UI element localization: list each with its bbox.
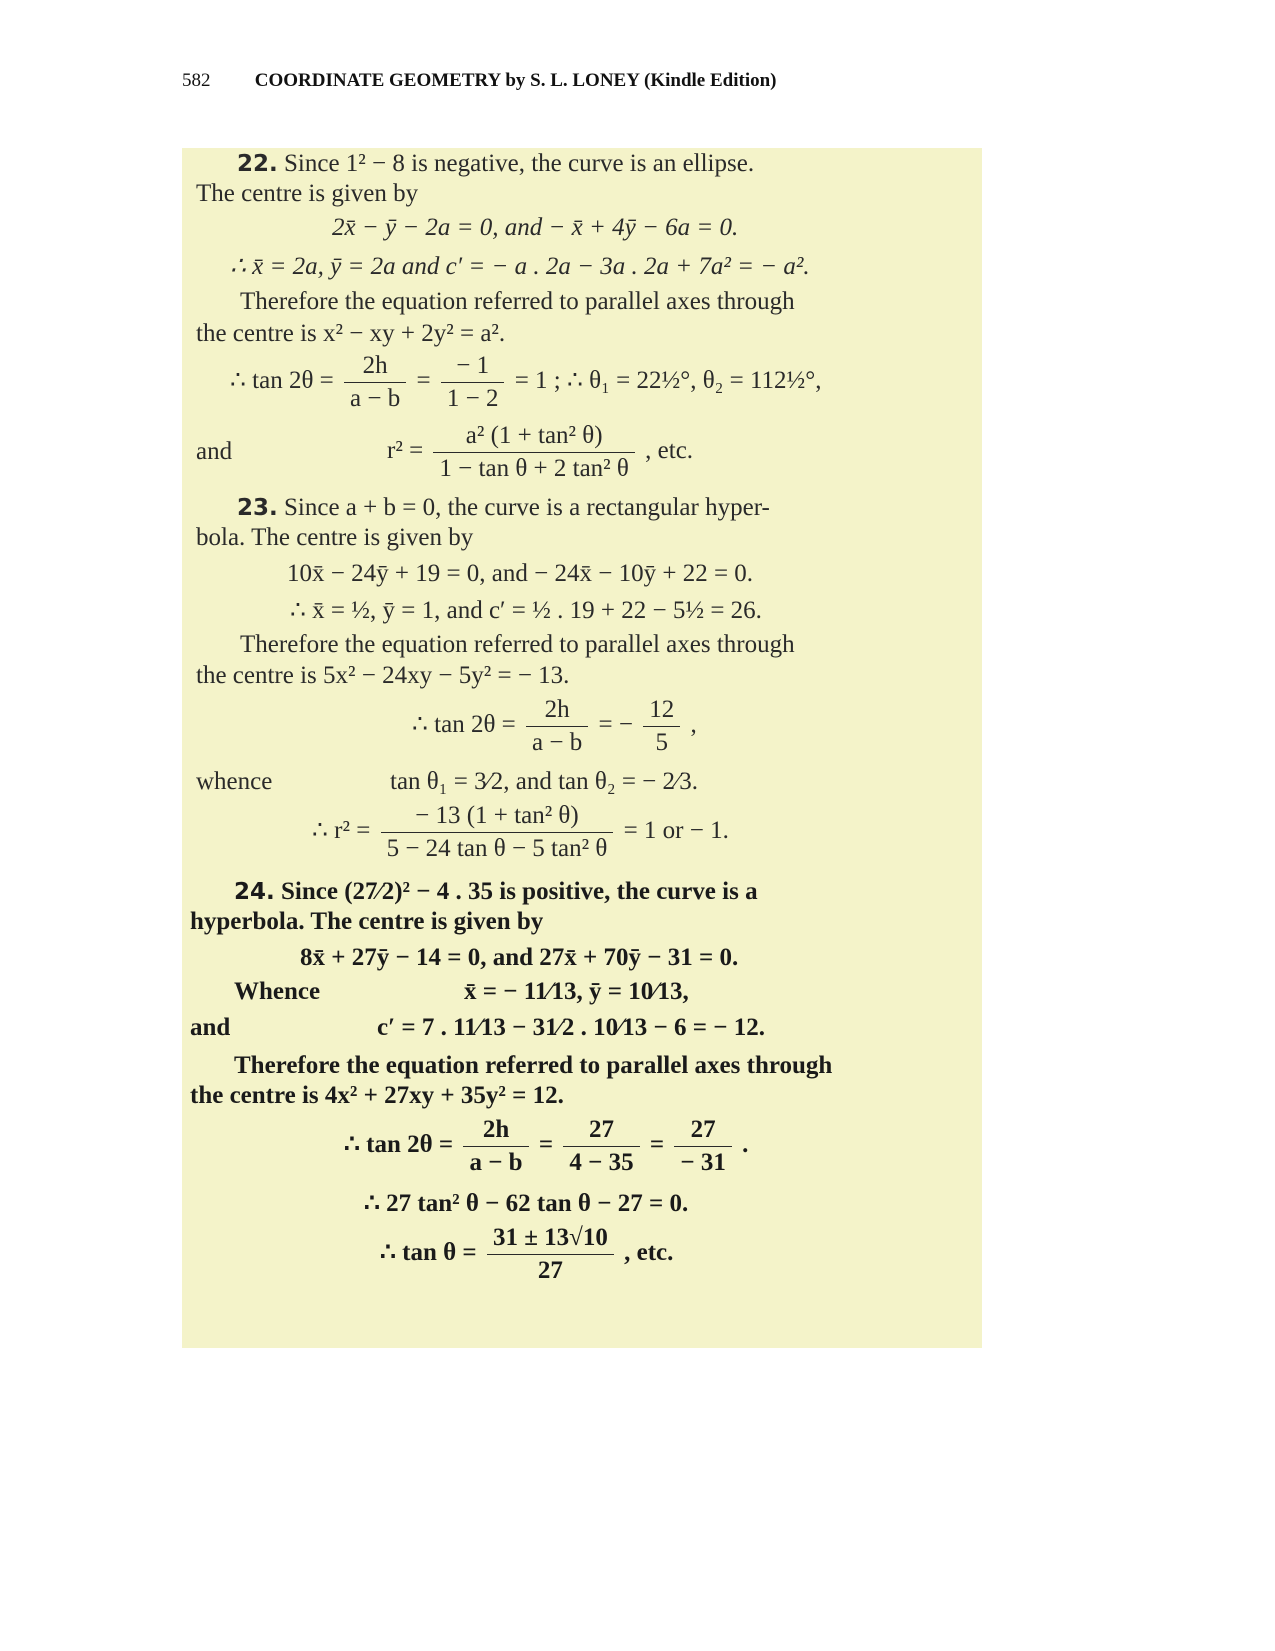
- denominator: 27: [537, 1257, 563, 1284]
- problem-24-line-6: the centre is 4x² + 27xy + 35y² = 12.: [190, 1082, 564, 1109]
- text: =: [416, 367, 431, 395]
- fraction: [441, 350, 505, 415]
- problem-24-and: and: [190, 1014, 231, 1041]
- numerator: 27: [674, 1114, 732, 1147]
- fraction: [563, 1114, 639, 1179]
- text: =: [649, 1131, 665, 1159]
- text: , etc.: [624, 1239, 674, 1267]
- page-header: [182, 70, 777, 92]
- problem-22-line-2: The centre is given by: [196, 180, 419, 207]
- numerator: 31 ± 13√10: [487, 1222, 614, 1255]
- problem-number: 22.: [237, 151, 278, 177]
- problem-23-line-5: Therefore the equation referred to parallel axes through: [240, 631, 795, 658]
- problem-24-whence-eq: x̄ = − 11⁄13, ȳ = 10⁄13,: [464, 978, 689, 1005]
- problem-24-tan-theta: [380, 1222, 673, 1287]
- text: .: [742, 1131, 749, 1159]
- text: ,: [690, 711, 697, 739]
- text: Since (27⁄2)² − 4 . 35 is positive, the curve is a: [281, 878, 758, 905]
- problem-24-and-eq: c′ = 7 . 11⁄13 − 31⁄2 . 10⁄13 − 6 = − 12.: [377, 1014, 766, 1041]
- problem-23-line-1: [237, 494, 770, 522]
- problem-23-line-6: the centre is 5x² − 24xy − 5y² = − 13.: [196, 662, 570, 689]
- problem-22-and: and: [196, 438, 233, 465]
- problem-22-r-eq: [387, 420, 693, 485]
- problem-number: 24.: [234, 879, 275, 905]
- denominator: a − b: [469, 1149, 523, 1176]
- text: = 1 ; ∴ θ₁ = 22½°, θ₂ = 112½°,: [514, 367, 822, 395]
- problem-24-line-5: Therefore the equation referred to parallel axes through: [234, 1052, 833, 1079]
- denominator: − 31: [680, 1149, 726, 1176]
- fraction: [674, 1114, 732, 1179]
- numerator: 2h: [463, 1114, 528, 1147]
- text: = −: [598, 711, 633, 739]
- fraction: [643, 694, 680, 759]
- fraction: [526, 694, 588, 759]
- problem-23-eq-result: ∴ x̄ = ½, ȳ = 1, and c′ = ½ . 19 + 22 − 5½ = 26.: [290, 597, 762, 624]
- denominator: 1 − tan θ + 2 tan² θ: [439, 455, 629, 482]
- problem-24-whence: Whence: [234, 978, 321, 1005]
- problem-24-tan-eq: [344, 1114, 748, 1179]
- page-number: 582: [182, 70, 211, 91]
- numerator: 12: [643, 694, 680, 727]
- denominator: 5: [655, 729, 668, 756]
- text: r² =: [387, 437, 424, 465]
- text: ∴ r² =: [312, 817, 371, 845]
- numerator: a² (1 + tan² θ): [433, 420, 634, 453]
- problem-23-r-eq: [312, 800, 729, 865]
- numerator: 2h: [526, 694, 588, 727]
- problem-24-eq-centre: 8x̄ + 27ȳ − 14 = 0, and 27x̄ + 70ȳ − 31 = 0.: [300, 944, 739, 971]
- problem-22-tan-eq: [230, 350, 822, 415]
- numerator: 27: [563, 1114, 639, 1147]
- fraction: [487, 1222, 614, 1287]
- text: Since 1² − 8 is negative, the curve is an ellipse.: [284, 150, 755, 177]
- fraction: [344, 350, 406, 415]
- denominator: 5 − 24 tan θ − 5 tan² θ: [386, 835, 608, 862]
- numerator: 2h: [344, 350, 406, 383]
- denominator: a − b: [350, 385, 401, 412]
- fraction: [433, 420, 634, 485]
- denominator: a − b: [532, 729, 583, 756]
- scanned-page: [182, 148, 982, 1348]
- problem-number: 23.: [237, 495, 278, 521]
- problem-22-eq-centre: 2x̄ − ȳ − 2a = 0, and − x̄ + 4ȳ − 6a = 0.: [332, 214, 739, 241]
- problem-24-line-1: [234, 878, 758, 906]
- text: ∴ tan 2θ =: [344, 1131, 454, 1159]
- problem-23-whence: whence: [196, 768, 273, 795]
- text: ∴ tan 2θ =: [230, 367, 334, 395]
- problem-23-tan-eq: [412, 694, 697, 759]
- problem-23-eq-centre: 10x̄ − 24ȳ + 19 = 0, and − 24x̄ − 10ȳ + 22 = 0.: [287, 560, 754, 587]
- problem-22-eq-result: ∴ x̄ = 2a, ȳ = 2a and c′ = − a . 2a − 3a . 2a + 7a² = − a².: [230, 253, 810, 280]
- problem-23-line-2: bola. The centre is given by: [196, 524, 474, 551]
- text: , etc.: [645, 437, 694, 465]
- denominator: 1 − 2: [446, 385, 499, 412]
- running-title: COORDINATE GEOMETRY by S. L. LONEY (Kindle Edition): [254, 70, 777, 91]
- numerator: − 1: [441, 350, 505, 383]
- problem-22-line-6: the centre is x² − xy + 2y² = a².: [196, 320, 506, 347]
- problem-22-line-5: Therefore the equation referred to parallel axes through: [240, 288, 795, 315]
- numerator: − 13 (1 + tan² θ): [381, 800, 614, 833]
- text: Since a + b = 0, the curve is a rectangular hyper-: [284, 494, 770, 521]
- problem-24-quadratic: ∴ 27 tan² θ − 62 tan θ − 27 = 0.: [364, 1190, 689, 1217]
- problem-22-line-1: [237, 150, 754, 178]
- fraction: [381, 800, 614, 865]
- text: ∴ tan 2θ =: [412, 711, 516, 739]
- fraction: [463, 1114, 528, 1179]
- text: = 1 or − 1.: [623, 817, 729, 845]
- problem-24-line-2: hyperbola. The centre is given by: [190, 908, 544, 935]
- denominator: 4 − 35: [569, 1149, 634, 1176]
- text: =: [538, 1131, 554, 1159]
- problem-23-whence-eq: tan θ₁ = 3⁄2, and tan θ₂ = − 2⁄3.: [390, 768, 698, 795]
- text: ∴ tan θ =: [380, 1239, 477, 1267]
